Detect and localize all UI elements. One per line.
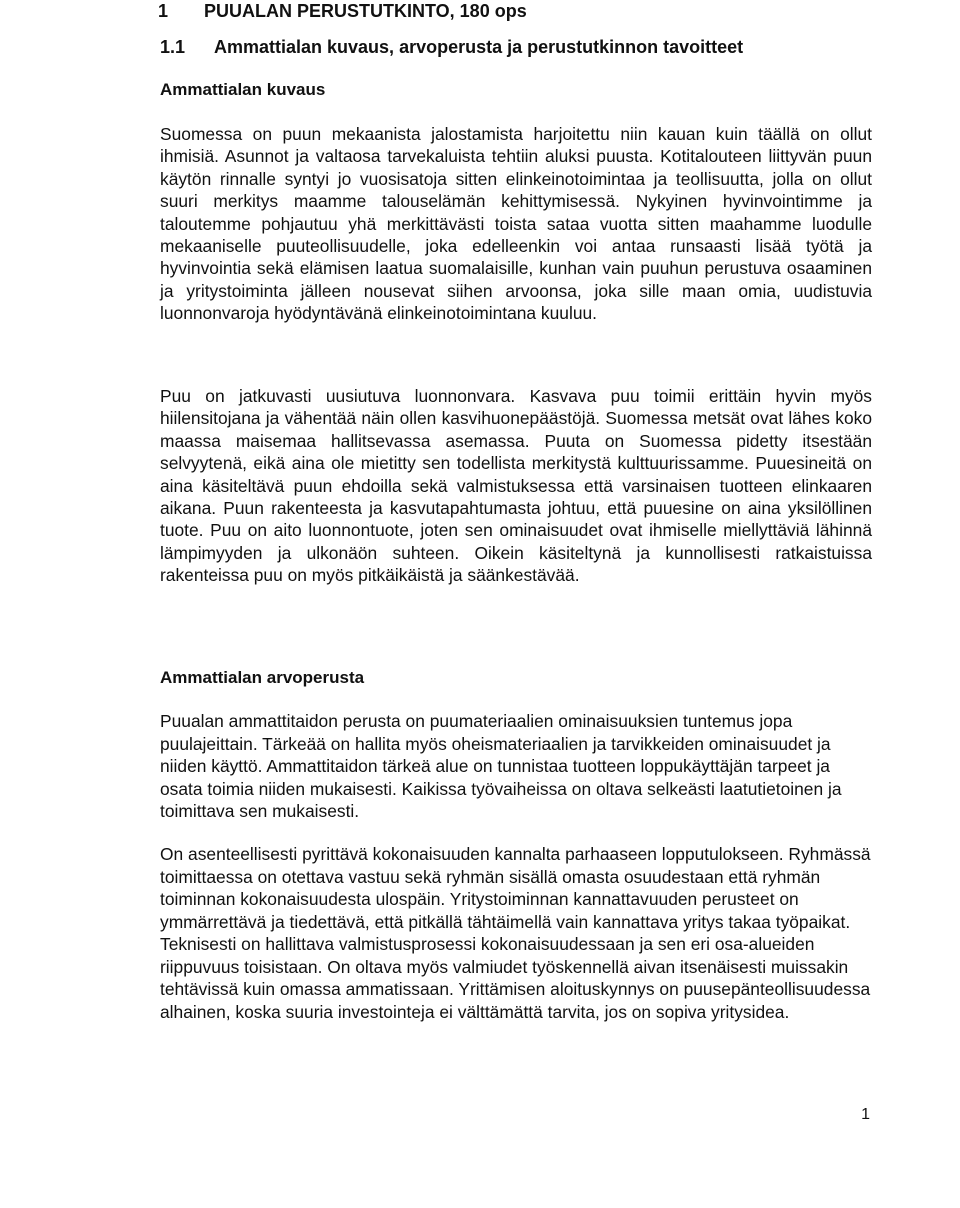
paragraph-kuvaus-2: Puu on jatkuvasti uusiutuva luonnonvara. Kasvava puu toimii erittäin hyvin myös hiilensitojana ja vähentää näin ollen kasvihuonepäästöjä. Suomessa metsät ovat lähes koko maassa maisemaa hallitsevassa asemassa. Puuta on Suomessa pidetty itsestään selvyytenä, eikä aina ole mietitty sen todellista merkitystä kulttuurissamme. Puuesineitä on aina käsiteltävä puun ehdoilla sekä valmistuksessa että varsinaisen tuotteen elinkaaren aikana. Puun rakenteesta ja kasvutapahtumasta johtuu, että puuesine on aina yksilöllinen tuote. Puu on aito luonnontuote, joten sen ominaisuudet ovat ihmiselle miellyttäviä lähinnä lämpimyyden ja ulkonäön suhteen. Oikein käsiteltynä ja kunnollisesti ratkaistuissa rakenteissa puu on myös pitkäikäistä ja säänkestävää.: [160, 386, 872, 586]
page-number: 1: [861, 1106, 870, 1123]
section-heading: [160, 36, 743, 58]
section-title: Ammattialan kuvaus, arvoperusta ja perustutkinnon tavoitteet: [214, 37, 744, 57]
paragraph-arvoperusta-1: Puualan ammattitaidon perusta on puumateriaalien ominaisuuksien tuntemus jopa puulajeittain. Tärkeää on hallita myös oheismateriaalien ja tarvikkeiden ominaisuudet ja niiden käyttö. Ammattitaidon tärkeä alue on tunnistaa tuotteen loppukäyttäjän tarpeet ja osata toimia niiden mukaisesti. Kaikissa työvaiheissa on oltava selkeästi laatutietoinen ja toimittava sen mukaisesti.: [160, 711, 842, 821]
paragraph-kuvaus-1: Suomessa on puun mekaanista jalostamista harjoitettu niin kauan kuin täällä on ollut ihmisiä. Asunnot ja valtaosa tarvekaluista tehtiin aluksi puusta. Kotitalouteen liittyvän puun käytön rinnalle syntyi jo vuosisatoja sitten elinkeinotoimintaa ja teollisuutta, jolla on ollut suuri merkitys maamme talouselämän kehittymisessä. Nykyinen hyvinvointimme ja taloutemme pohjautuu yhä merkittävästi toista sataa vuotta sitten maahamme luodulle mekaaniselle puuteollisuudelle, joka edelleenkin voi antaa runsaasti lisää työtä ja hyvinvointia sekä elämisen laatua suomalaisille, kunhan vain puuhun perustuva osaaminen ja yritystoiminta jälleen nousevat siihen arvoonsa, joka sille maan omia, uudistuvia luonnonvaroja hyödyntävänä elinkeinotoimintana kuuluu.: [160, 124, 872, 324]
subheading-ammattialan-arvoperusta: Ammattialan arvoperusta: [160, 668, 365, 687]
subheading-ammattialan-kuvaus: Ammattialan kuvaus: [160, 80, 326, 99]
section-number: 1.1: [160, 37, 186, 57]
chapter-number: 1: [158, 1, 169, 21]
paragraph-arvoperusta-2: On asenteellisesti pyrittävä kokonaisuuden kannalta parhaaseen lopputulokseen. Ryhmässä toimittaessa on otettava vastuu sekä ryhmän sisällä omasta osuudestaan että ryhmän toiminnan kokonaisuudesta ulospäin. Yritystoiminnan kannattavuuden perusteet on ymmärrettävä ja tiedettävä, että pitkällä tähtäimellä vain kannattava yritys takaa työpaikat. Teknisesti on hallittava valmistusprosessi kokonaisuudessaan ja sen eri osa-alueiden riippuvuus toisistaan. On oltava myös valmiudet työskennellä aivan itsenäisesti muissakin tehtävissä kuin omassa ammatissaan. Yrittämisen aloituskynnys on puusepänteollisuudessa alhainen, koska suuria investointeja ei välttämättä tarvita, jos on sopiva yritysidea.: [160, 844, 871, 1022]
chapter-heading: [160, 0, 527, 22]
chapter-title: PUUALAN PERUSTUTKINTO, 180 ops: [204, 1, 527, 21]
